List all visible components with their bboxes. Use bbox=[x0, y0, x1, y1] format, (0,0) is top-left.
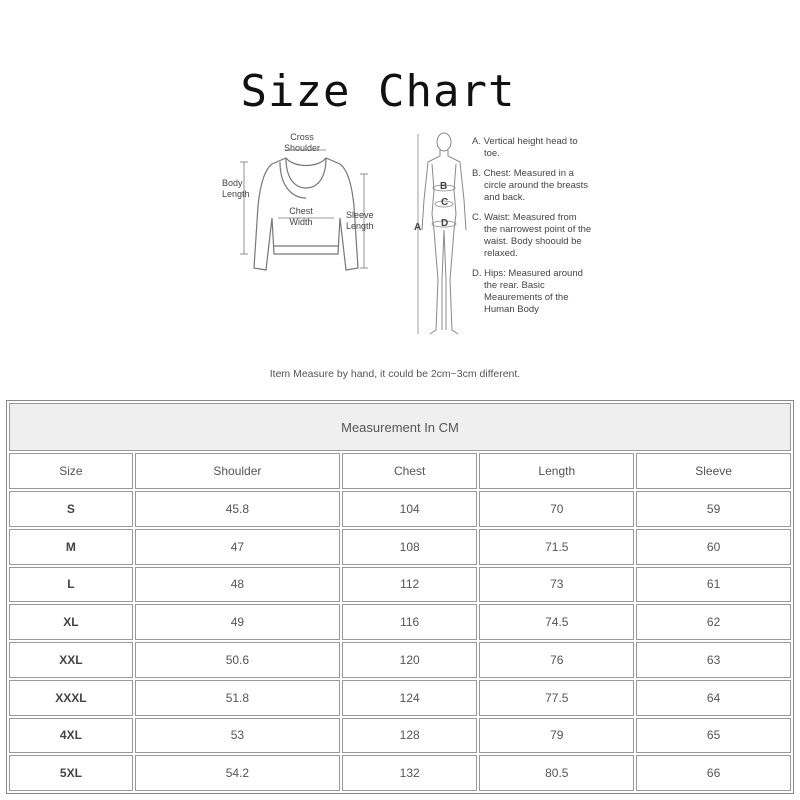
marker-c: C bbox=[441, 197, 449, 208]
marker-b: B bbox=[440, 181, 448, 192]
header-sleeve: Sleeve bbox=[636, 453, 791, 489]
measurement-diagram bbox=[218, 126, 592, 356]
header-length: Length bbox=[479, 453, 634, 489]
cell-size: XL bbox=[9, 604, 133, 640]
table-body bbox=[9, 491, 791, 791]
cell-shoulder: 51.8 bbox=[135, 680, 340, 716]
table-row bbox=[9, 529, 791, 565]
page-title: Size Chart bbox=[240, 66, 516, 117]
cell-size: 4XL bbox=[9, 718, 133, 754]
cell-sleeve: 66 bbox=[636, 755, 791, 791]
cell-chest: 132 bbox=[342, 755, 477, 791]
cell-chest: 108 bbox=[342, 529, 477, 565]
table-row bbox=[9, 755, 791, 791]
cell-shoulder: 54.2 bbox=[135, 755, 340, 791]
table-row bbox=[9, 491, 791, 527]
cell-size: XXL bbox=[9, 642, 133, 678]
table-caption: Measurement In CM bbox=[9, 403, 791, 451]
cell-chest: 112 bbox=[342, 567, 477, 603]
cell-shoulder: 47 bbox=[135, 529, 340, 565]
measurement-legend bbox=[472, 136, 592, 324]
table-row bbox=[9, 642, 791, 678]
cell-sleeve: 59 bbox=[636, 491, 791, 527]
legend-item: C. Waist: Measured from the narrowest point of the waist. Body shoould be relaxed. bbox=[472, 212, 592, 259]
cell-length: 70 bbox=[479, 491, 634, 527]
cross-shoulder-label: Cross Shoulder bbox=[283, 132, 321, 153]
body-length-label: Body Length bbox=[222, 178, 250, 199]
cell-sleeve: 63 bbox=[636, 642, 791, 678]
marker-d: D bbox=[441, 218, 449, 229]
cell-size: XXXL bbox=[9, 680, 133, 716]
cell-size: L bbox=[9, 567, 133, 603]
legend-item: A. Vertical height head to toe. bbox=[472, 136, 578, 159]
cell-shoulder: 53 bbox=[135, 718, 340, 754]
cell-sleeve: 62 bbox=[636, 604, 791, 640]
cell-length: 73 bbox=[479, 567, 634, 603]
cell-sleeve: 64 bbox=[636, 680, 791, 716]
table-row bbox=[9, 604, 791, 640]
cell-sleeve: 61 bbox=[636, 567, 791, 603]
size-table-wrap bbox=[6, 400, 794, 794]
cell-chest: 116 bbox=[342, 604, 477, 640]
legend-item: B. Chest: Measured in a circle around the breasts and back. bbox=[472, 168, 589, 203]
header-size: Size bbox=[9, 453, 133, 489]
cell-length: 74.5 bbox=[479, 604, 634, 640]
cell-shoulder: 49 bbox=[135, 604, 340, 640]
cell-length: 77.5 bbox=[479, 680, 634, 716]
chest-width-label: Chest Width bbox=[289, 206, 313, 227]
legend-item: D. Hips: Measured around the rear. Basic Meaurements of the Human Body bbox=[472, 268, 583, 315]
cell-chest: 104 bbox=[342, 491, 477, 527]
size-table bbox=[6, 400, 794, 794]
cell-length: 71.5 bbox=[479, 529, 634, 565]
header-chest: Chest bbox=[342, 453, 477, 489]
header-shoulder: Shoulder bbox=[135, 453, 340, 489]
cell-shoulder: 50.6 bbox=[135, 642, 340, 678]
table-row bbox=[9, 680, 791, 716]
marker-a: A bbox=[414, 222, 422, 233]
cell-sleeve: 60 bbox=[636, 529, 791, 565]
cell-size: 5XL bbox=[9, 755, 133, 791]
table-row bbox=[9, 567, 791, 603]
table-row bbox=[9, 718, 791, 754]
cell-shoulder: 45.8 bbox=[135, 491, 340, 527]
cell-sleeve: 65 bbox=[636, 718, 791, 754]
measure-note: Item Measure by hand, it could be 2cm~3cm different. bbox=[269, 368, 521, 380]
cell-size: M bbox=[9, 529, 133, 565]
cell-size: S bbox=[9, 491, 133, 527]
cell-chest: 124 bbox=[342, 680, 477, 716]
cell-length: 76 bbox=[479, 642, 634, 678]
cell-length: 79 bbox=[479, 718, 634, 754]
cell-shoulder: 48 bbox=[135, 567, 340, 603]
sleeve-length-label: Sleeve Length bbox=[346, 210, 374, 231]
body-illustration bbox=[414, 130, 474, 340]
cell-chest: 120 bbox=[342, 642, 477, 678]
cell-length: 80.5 bbox=[479, 755, 634, 791]
cell-chest: 128 bbox=[342, 718, 477, 754]
